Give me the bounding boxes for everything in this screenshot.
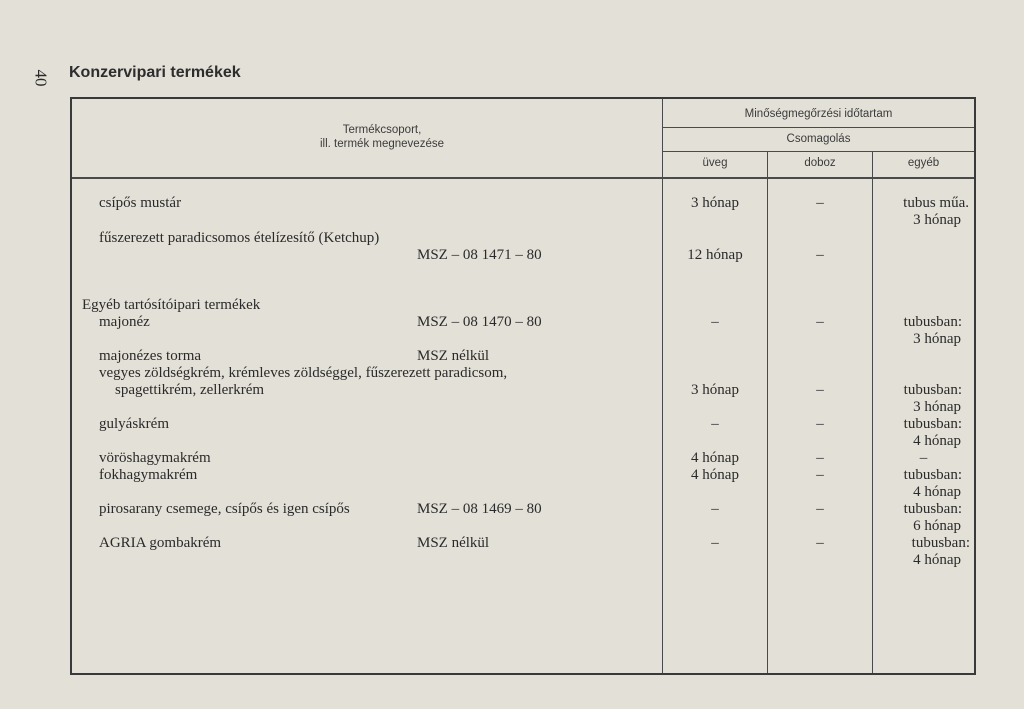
row-glass: 3 hónap xyxy=(691,195,739,211)
header-divider-shelf xyxy=(663,127,974,128)
row-other: tubus műa. xyxy=(903,195,969,211)
row-other-2: 4 hónap xyxy=(913,552,961,568)
row-other: tubusban: xyxy=(903,467,962,483)
row-other: tubusban: xyxy=(903,416,962,432)
row-glass: 12 hónap xyxy=(687,247,743,263)
row-other-2: 3 hónap xyxy=(913,212,961,228)
row-box: – xyxy=(816,195,824,211)
row-name: AGRIA gombakrém xyxy=(99,535,222,551)
row-glass: – xyxy=(711,501,719,517)
row-name: pirosarany csemege, csípős és igen csípős xyxy=(99,501,350,517)
row-other-2: 6 hónap xyxy=(913,518,961,534)
row-name: fokhagymakrém xyxy=(99,467,198,483)
row-glass: 3 hónap xyxy=(691,382,739,398)
row-box: – xyxy=(816,501,824,517)
header-product-line2: ill. termék megnevezése xyxy=(320,138,444,150)
row-box: – xyxy=(816,450,824,466)
row-name: csípős mustár xyxy=(99,195,182,211)
header-divider-packaging xyxy=(663,151,974,152)
row-box: – xyxy=(816,382,824,398)
header-bottom-line xyxy=(72,177,974,179)
row-other: tubusban: xyxy=(903,314,962,330)
row-box: – xyxy=(816,314,824,330)
row-glass: – xyxy=(711,314,719,330)
row-name: fűszerezett paradicsomos ételízesítő (Ketchup) xyxy=(99,230,380,246)
row-other-2: 3 hónap xyxy=(913,399,961,415)
row-box: – xyxy=(816,247,824,263)
row-glass: 4 hónap xyxy=(691,467,739,483)
row-other: – xyxy=(919,450,928,466)
row-other-2: 3 hónap xyxy=(913,331,961,347)
column-divider-glass xyxy=(767,151,768,673)
page-heading: Konzervipari termékek xyxy=(69,64,241,81)
header-glass: üveg xyxy=(702,157,728,169)
row-name: gulyáskrém xyxy=(99,416,169,432)
row-box: – xyxy=(816,535,824,551)
row-other-2: 4 hónap xyxy=(913,484,961,500)
row-glass: 4 hónap xyxy=(691,450,739,466)
row-other: tubusban: xyxy=(903,501,962,517)
header-shelf-life: Minőségmegőrzési időtartam xyxy=(744,108,893,120)
row-other: tubusban: xyxy=(903,382,962,398)
row-standard: MSZ – 08 1471 – 80 xyxy=(417,247,542,263)
row-name: majonéz xyxy=(99,314,150,330)
header-product-line1: Termékcsoport, xyxy=(342,124,422,136)
header-box: doboz xyxy=(804,157,836,169)
page-number: 40 xyxy=(31,69,51,87)
row-box: – xyxy=(816,467,824,483)
row-other-2: 4 hónap xyxy=(913,433,961,449)
row-standard: MSZ – 08 1470 – 80 xyxy=(417,314,542,330)
row-name: vöröshagymakrém xyxy=(99,450,211,466)
row-box: – xyxy=(816,416,824,432)
row-glass: – xyxy=(711,416,719,432)
header-packaging: Csomagolás xyxy=(786,133,851,145)
row-glass: – xyxy=(711,535,719,551)
row-name: majonézes torma xyxy=(99,348,202,364)
row-name: vegyes zöldségkrém, krémleves zöldséggel, fűszerezett paradicsom, xyxy=(99,365,508,381)
row-other: tubusban: xyxy=(911,535,970,551)
group-heading: Egyéb tartósítóipari termékek xyxy=(82,297,261,313)
row-standard: MSZ – 08 1469 – 80 xyxy=(417,501,542,517)
header-other: egyéb xyxy=(907,157,940,169)
data-table xyxy=(70,97,976,675)
row-name: spagettikrém, zellerkrém xyxy=(115,382,265,398)
row-standard: MSZ nélkül xyxy=(417,535,490,551)
row-standard: MSZ nélkül xyxy=(417,348,490,364)
header-product xyxy=(252,123,512,151)
